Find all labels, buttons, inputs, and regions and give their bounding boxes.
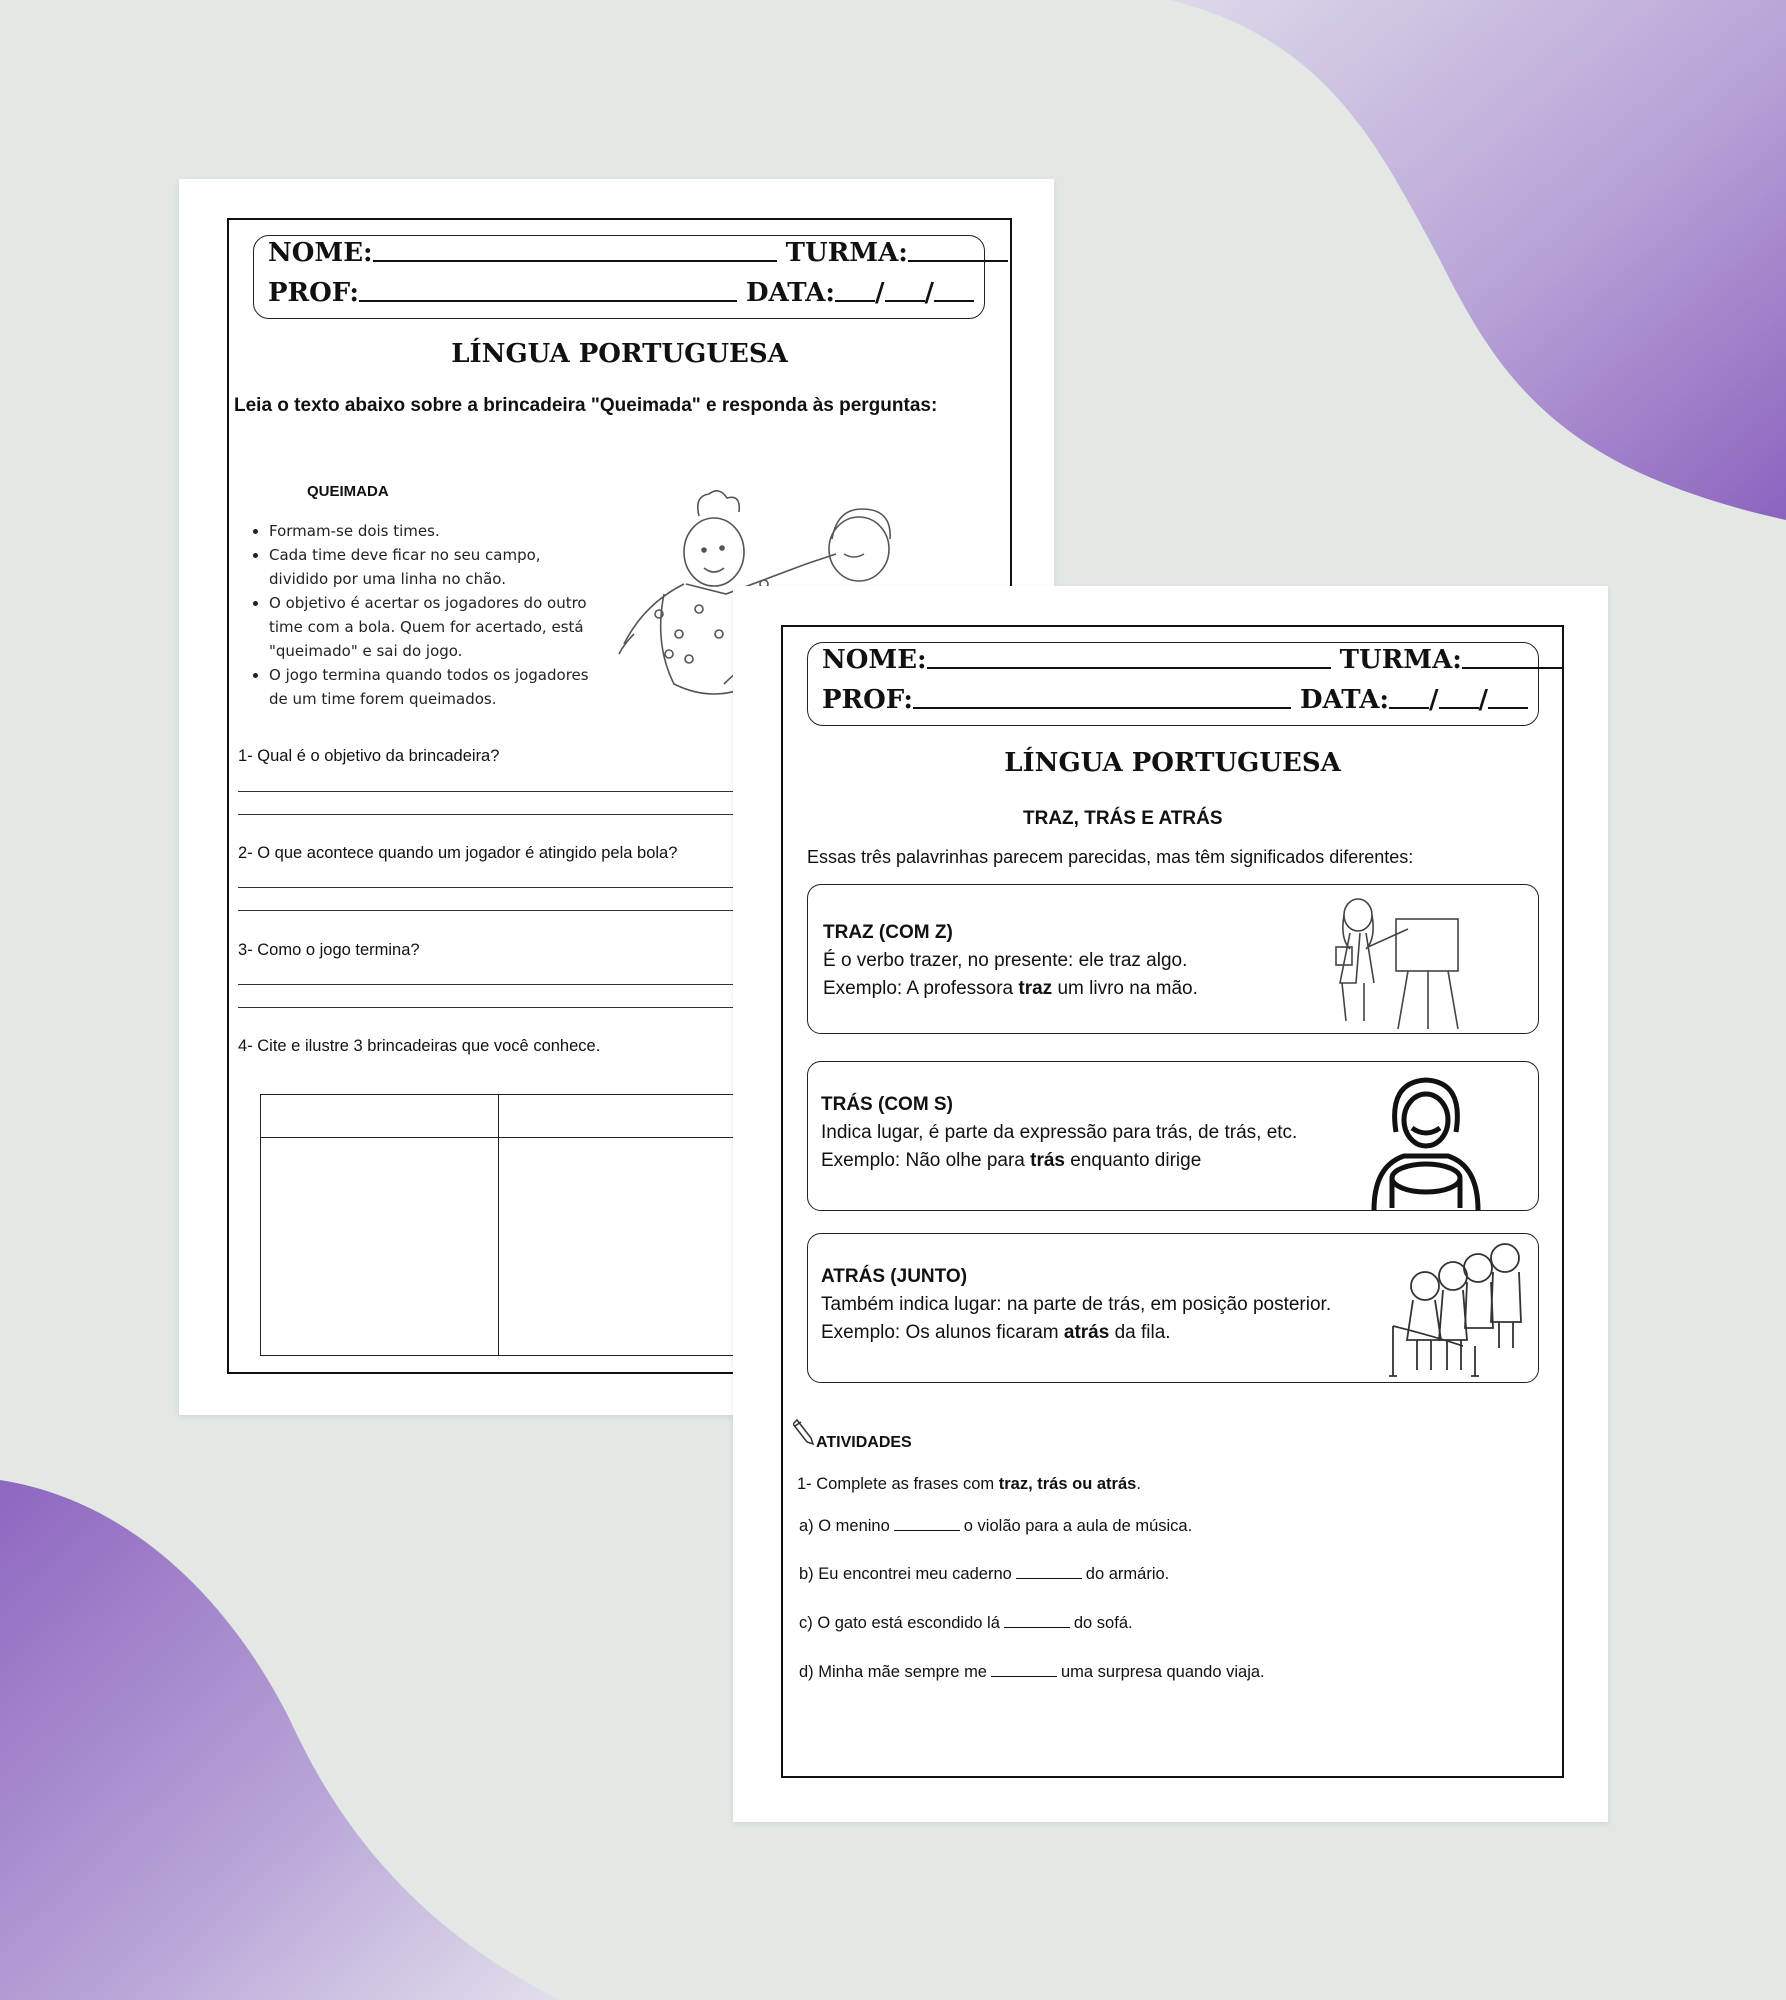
answer-line[interactable]: [238, 984, 734, 985]
worksheet-traz-tras-atras: [733, 586, 1608, 1822]
nome-label: NOME:: [268, 238, 373, 268]
sentence-a: a) O menino o violão para a aula de música.: [799, 1517, 1193, 1535]
turma-label: TURMA:: [785, 238, 908, 268]
turma-label: TURMA:: [1339, 645, 1462, 675]
prof-label: PROF:: [268, 278, 359, 308]
answer-line[interactable]: [238, 791, 734, 792]
prof-field[interactable]: [913, 707, 1291, 709]
box-definition: Indica lugar, é parte da expressão para trás, de trás, etc.: [821, 1122, 1298, 1143]
prof-label: PROF:: [822, 685, 913, 715]
nome-field[interactable]: [373, 260, 777, 262]
children-queue-icon: [1383, 1236, 1533, 1382]
data-label: DATA:: [1300, 685, 1389, 715]
prof-field[interactable]: [359, 300, 737, 302]
prof-data-line: PROF: DATA: / /: [268, 278, 974, 308]
definition-box-atras: [807, 1233, 1539, 1383]
answer-blank[interactable]: [1016, 1578, 1082, 1579]
pencil-icon: [793, 1418, 817, 1448]
turma-field[interactable]: [908, 260, 1008, 262]
sentence-c: c) O gato está escondido lá do sofá.: [799, 1614, 1133, 1632]
teacher-icon: [1328, 889, 1468, 1031]
answer-blank[interactable]: [991, 1676, 1057, 1677]
list-item: • O objetivo é acertar os jogadores do outro time com a bola. Quem for acertado, está "queimado" e sai do jogo.: [269, 591, 599, 663]
activities-title: ATIVIDADES: [816, 1434, 912, 1451]
subtitle: TRAZ, TRÁS E ATRÁS: [1023, 808, 1223, 829]
list-item: • O jogo termina quando todos os jogadores de um time forem queimados.: [269, 663, 599, 711]
driver-icon: [1356, 1072, 1496, 1210]
activity-prompt: 1- Complete as frases com traz, trás ou atrás.: [797, 1475, 1141, 1493]
nome-turma-line: [268, 238, 1008, 268]
box-definition: Também indica lugar: na parte de trás, em posição posterior.: [821, 1294, 1332, 1315]
data-label: DATA:: [746, 278, 835, 308]
definition-box-traz: [807, 884, 1539, 1034]
question-1: 1- Qual é o objetivo da brincadeira?: [238, 747, 500, 765]
box-definition: É o verbo trazer, no presente: ele traz algo.: [823, 950, 1188, 971]
box-heading: TRAZ (COM Z): [823, 922, 953, 943]
intro-text: Essas três palavrinhas parecem parecidas, mas têm significados diferentes:: [807, 847, 1414, 867]
nome-label: NOME:: [822, 645, 927, 675]
text-title: QUEIMADA: [307, 483, 389, 500]
box-heading: TRÁS (COM S): [821, 1094, 953, 1115]
list-item: • Formam-se dois times.: [269, 519, 599, 543]
student-header: [807, 642, 1539, 726]
nome-field[interactable]: [927, 667, 1331, 669]
box-heading: ATRÁS (JUNTO): [821, 1266, 968, 1287]
drawing-table: [260, 1094, 740, 1356]
question-4: 4- Cite e ilustre 3 brincadeiras que você conhece.: [238, 1037, 601, 1055]
box-example: Exemplo: A professora traz um livro na mão.: [823, 978, 1198, 999]
answer-line[interactable]: [238, 910, 734, 911]
student-header: [253, 235, 985, 319]
date-month-field[interactable]: [885, 300, 925, 302]
date-month-field[interactable]: [1439, 707, 1479, 709]
answer-blank[interactable]: [894, 1530, 960, 1531]
sentence-d: d) Minha mãe sempre me uma surpresa quando viaja.: [799, 1663, 1265, 1681]
prof-data-line: PROF: DATA: / /: [822, 685, 1528, 715]
nome-turma-line: [822, 645, 1562, 675]
rules-list: [245, 519, 599, 711]
instruction: Leia o texto abaixo sobre a brincadeira "Queimada" e responda às perguntas:: [234, 395, 938, 416]
date-year-field[interactable]: [934, 300, 974, 302]
sentence-b: b) Eu encontrei meu caderno do armário.: [799, 1565, 1170, 1583]
answer-line[interactable]: [238, 887, 734, 888]
date-day-field[interactable]: [1389, 707, 1429, 709]
box-example: Exemplo: Não olhe para trás enquanto dirige: [821, 1150, 1202, 1171]
date-day-field[interactable]: [835, 300, 875, 302]
question-3: 3- Como o jogo termina?: [238, 941, 420, 959]
table-column-rule: [498, 1095, 499, 1355]
definition-box-tras: [807, 1061, 1539, 1211]
turma-field[interactable]: [1462, 667, 1562, 669]
bottom-left-blob: [0, 1480, 560, 2000]
answer-line[interactable]: [238, 814, 734, 815]
box-example: Exemplo: Os alunos ficaram atrás da fila.: [821, 1322, 1171, 1343]
date-year-field[interactable]: [1488, 707, 1528, 709]
answer-line[interactable]: [238, 1007, 734, 1008]
top-right-blob: [1170, 0, 1786, 520]
answer-blank[interactable]: [1004, 1627, 1070, 1628]
page-title: LÍNGUA PORTUGUESA: [451, 339, 788, 369]
table-header-rule: [261, 1137, 739, 1138]
page-title: LÍNGUA PORTUGUESA: [1004, 748, 1341, 778]
question-2: 2- O que acontece quando um jogador é atingido pela bola?: [238, 844, 678, 862]
list-item: • Cada time deve ficar no seu campo, dividido por uma linha no chão.: [269, 543, 599, 591]
